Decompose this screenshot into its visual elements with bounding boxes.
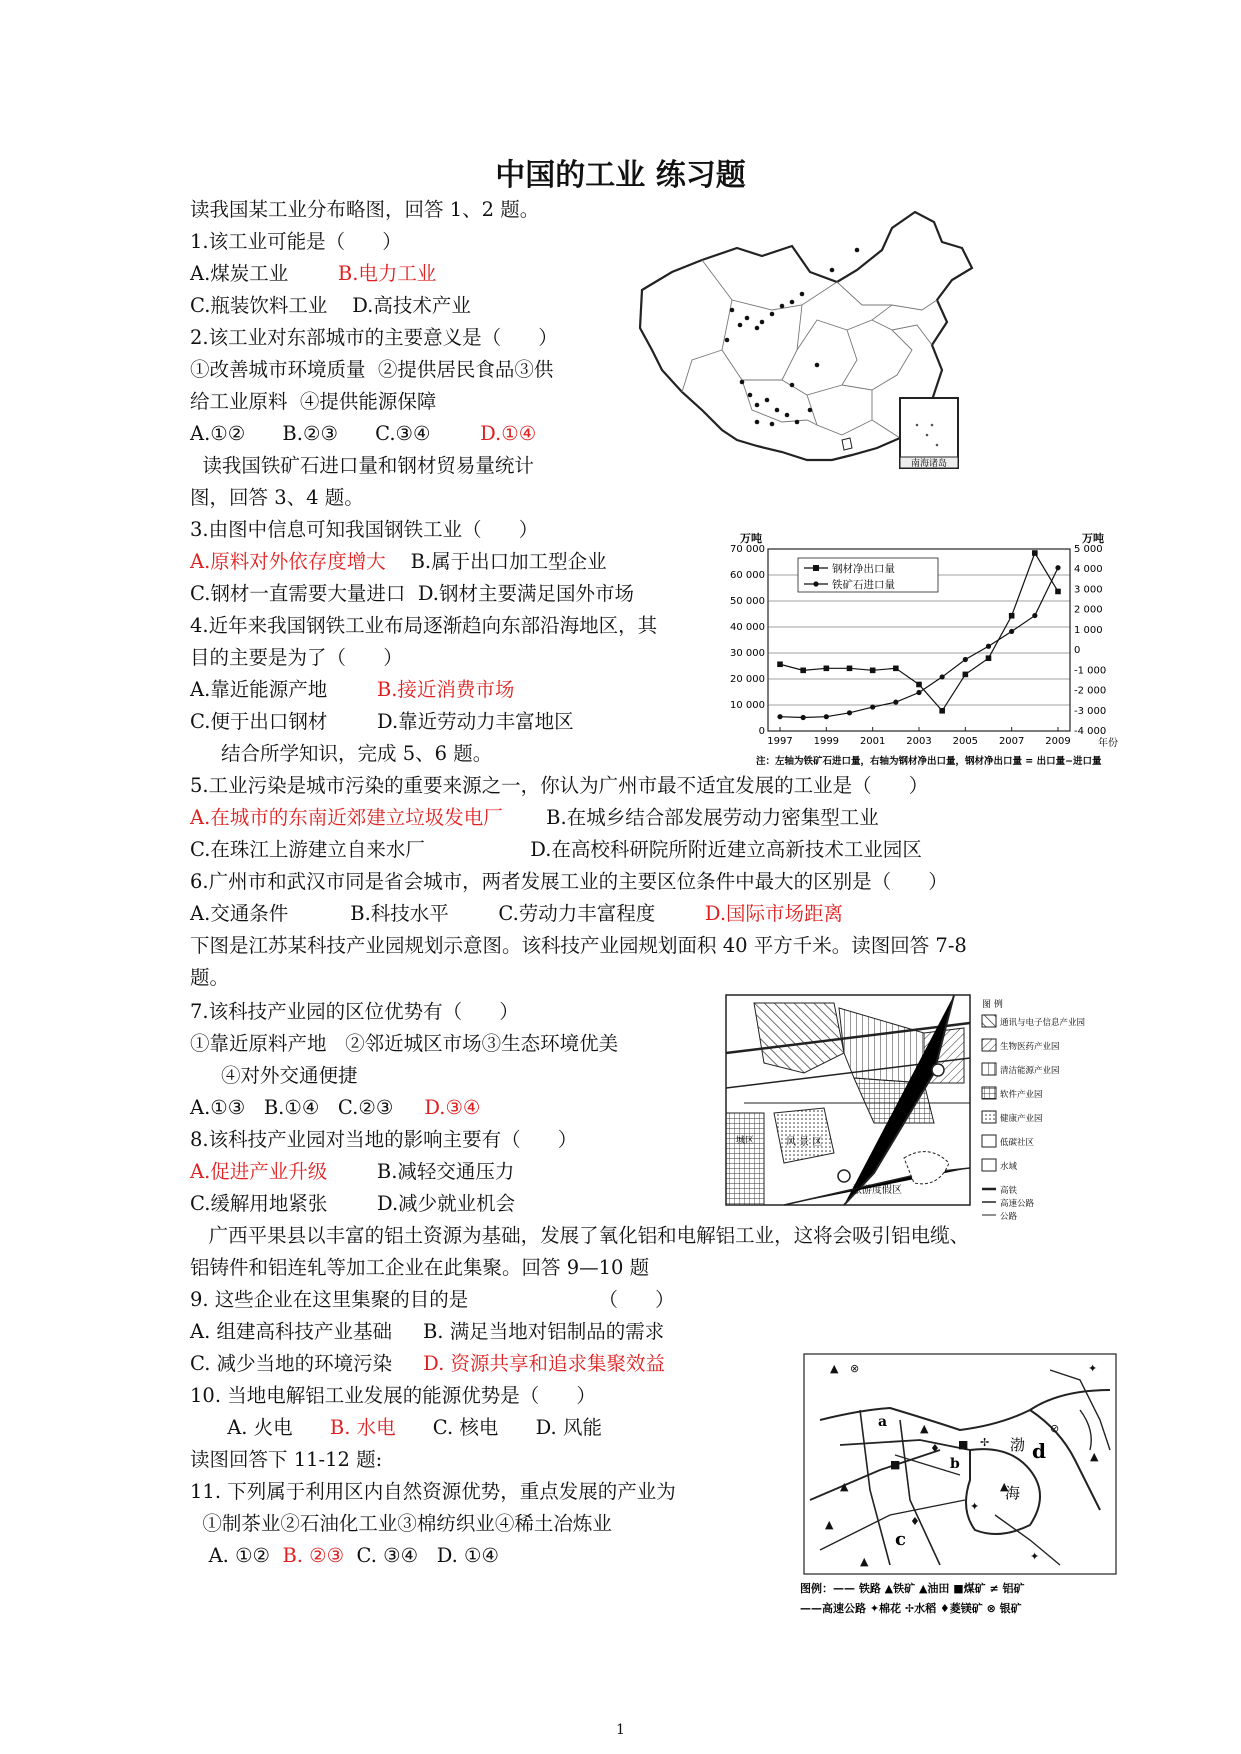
svg-text:▲: ▲ — [1090, 1450, 1099, 1463]
svg-text:⊗: ⊗ — [850, 1362, 860, 1375]
legend-item: 水域 — [1000, 1162, 1018, 1172]
line-text: 铝铸件和铝连轧等加工企业在此集聚。回答 9—10 题 — [190, 1256, 650, 1279]
text-line — [190, 838, 922, 862]
text-line — [190, 1448, 382, 1472]
line-text: 读我国某工业分布略图，回答 1、2 题。 — [190, 198, 540, 221]
steel-chart — [720, 528, 1130, 768]
line-text: ①制茶业②石油化工业③棉纺织业④稀土冶炼业 — [190, 1512, 612, 1535]
answer-text: D.国际市场距离 — [704, 902, 844, 925]
svg-text:■: ■ — [890, 1458, 901, 1471]
legend-swatch — [982, 1159, 996, 1171]
ore-point — [940, 674, 945, 679]
text-line — [190, 646, 403, 670]
text-line — [190, 518, 538, 542]
line-text: A. 火电 — [190, 1416, 330, 1439]
text-line — [190, 1480, 676, 1504]
legend-item: 通讯与电子信息产业园 — [1000, 1018, 1086, 1028]
ore-point — [963, 657, 968, 662]
legend-item: 高铁 — [1000, 1186, 1018, 1196]
text-line — [190, 1032, 618, 1056]
text-line — [190, 390, 436, 414]
legend-item: 清洁能源产业园 — [1000, 1066, 1060, 1076]
ore-point — [986, 644, 991, 649]
answer-text: D.③④ — [424, 1096, 481, 1119]
label-b: b — [950, 1456, 960, 1472]
right-tick-label: 4 000 — [1074, 564, 1103, 576]
map-legend — [982, 998, 1086, 1222]
left-tick-label: 40 000 — [730, 622, 765, 633]
legend-swatch — [982, 1063, 996, 1075]
line-text: C.瓶装饮料工业 D.高技术产业 — [190, 294, 471, 317]
text-line — [190, 1352, 665, 1376]
city-label: 城区 — [736, 1136, 755, 1146]
resort-label: 旅游度假区 — [852, 1185, 902, 1196]
svg-text:✢: ✢ — [980, 1436, 990, 1449]
text-line — [190, 902, 843, 926]
text-line — [190, 1384, 596, 1408]
steel-point — [916, 682, 922, 688]
legend-swatch — [982, 1087, 996, 1099]
x-tick-label: 2001 — [859, 736, 886, 747]
line-text: C.在珠江上游建立自来水厂 D.在高校科研院所附近建立高新技术工业园区 — [190, 838, 922, 861]
right-tick-label: 1 000 — [1074, 624, 1103, 636]
steel-point — [1032, 550, 1038, 556]
line-text: 7.该科技产业园的区位优势有（ ） — [190, 1000, 519, 1023]
text-line — [190, 1256, 649, 1280]
line-text: ①靠近原料产地 ②邻近城区市场③生态环境优美 — [190, 1032, 619, 1055]
steel-point — [800, 668, 806, 674]
steel-point — [847, 666, 853, 672]
right-tick-label: -1 000 — [1074, 665, 1107, 677]
steel-point — [986, 655, 992, 661]
text-line — [190, 262, 436, 286]
text-line — [190, 934, 967, 958]
line-text: 3.由图中信息可知我国钢铁工业（ ） — [190, 518, 539, 541]
right-tick-label: 3 000 — [1074, 584, 1103, 596]
text-line — [190, 422, 536, 446]
ore-point — [777, 714, 782, 719]
ore-point — [801, 715, 806, 720]
ore-point — [870, 704, 875, 709]
line-text: 8.该科技产业园对当地的影响主要有（ ） — [190, 1128, 578, 1151]
answer-text: A.原料对外依存度增大 — [190, 550, 386, 573]
text-line — [190, 966, 229, 990]
text-line — [190, 870, 948, 894]
svg-text:■: ■ — [958, 1438, 969, 1451]
line-text: 读我国铁矿石进口量和钢材贸易量统计 — [190, 454, 534, 477]
x-tick-label: 2005 — [952, 736, 979, 747]
legend-title: 图 例 — [982, 1000, 1003, 1010]
svg-text:✦: ✦ — [970, 1500, 980, 1513]
legend-item: 低碳社区 — [1000, 1138, 1035, 1148]
text-line — [190, 230, 402, 254]
right-tick-label: 5 000 — [1074, 544, 1103, 555]
page-title: 中国的工业 练习题 — [495, 158, 746, 193]
hai-label: 海 — [1005, 1484, 1021, 1502]
line-text: 下图是江苏某科技产业园规划示意图。该科技产业园规划面积 40 平方千米。读图回答 7-8 — [190, 934, 967, 957]
left-tick-label: 20 000 — [730, 674, 765, 685]
answer-text: B.接近消费市场 — [376, 678, 515, 701]
steel-point — [824, 666, 830, 672]
right-tick-label: -3 000 — [1074, 705, 1107, 717]
text-line — [190, 742, 492, 766]
line-text: ①改善城市环境质量 ②提供居民食品③供 — [190, 358, 554, 381]
chart-note: 注：左轴为铁矿石进口量，右轴为钢材净出口量，钢材净出口量 = 出口量−进口量 — [756, 756, 1102, 767]
label-d: d — [1032, 1439, 1046, 1463]
text-line — [190, 614, 657, 638]
line-text: C.缓解用地紧张 D.减少就业机会 — [190, 1192, 516, 1215]
answer-text: D.①④ — [480, 422, 537, 445]
ore-point — [1009, 629, 1014, 634]
x-tick-label: 1997 — [767, 736, 793, 747]
line-text: C.便于出口钢材 D.靠近劳动力丰富地区 — [190, 710, 574, 733]
text-line — [190, 1000, 519, 1024]
left-tick-label: 0 — [758, 726, 765, 737]
legend-swatch — [982, 1039, 996, 1051]
line-text: C. ③④ D. ①④ — [344, 1544, 500, 1567]
x-tick-label: 2003 — [906, 736, 932, 747]
ore-point — [847, 710, 852, 715]
bo-label: 渤 — [1010, 1436, 1026, 1454]
line-text: B.属于出口加工型企业 — [385, 550, 607, 573]
line-text: 9. 这些企业在这里集聚的目的是 （ ） — [190, 1288, 675, 1311]
svg-text:✦: ✦ — [1030, 1550, 1040, 1563]
text-line — [190, 1416, 602, 1440]
line-text: 目的主要是为了（ ） — [190, 646, 403, 669]
right-tick-label: 0 — [1074, 645, 1081, 657]
line-text: 5.工业污染是城市污染的重要来源之一，你认为广州市最不适宜发展的工业是（ ） — [190, 774, 929, 797]
legend-steel: 钢材净出口量 — [832, 563, 895, 575]
text-line — [190, 1192, 515, 1216]
x-tick-label: 2007 — [998, 736, 1025, 747]
line-text: 给工业原料 ④提供能源保障 — [190, 390, 437, 413]
line-text: A.煤炭工业 — [190, 262, 338, 285]
legend-ore: 铁矿石进口量 — [832, 579, 895, 591]
line-text: 6.广州市和武汉市同是省会城市，两者发展工业的主要区位条件中最大的区别是（ ） — [190, 870, 948, 893]
legend-swatch — [982, 1135, 996, 1147]
answer-text: B. 水电 — [329, 1416, 396, 1439]
answer-text: A.促进产业升级 — [190, 1160, 328, 1183]
ore-point — [824, 714, 829, 719]
text-line — [190, 1128, 577, 1152]
scenic-label: 风 景 区 — [786, 1137, 823, 1148]
line-text: 4.近年来我国钢铁工业布局逐渐趋向东部沿海地区，其 — [190, 614, 658, 637]
steel-point — [893, 666, 899, 672]
legend-swatch — [982, 1015, 996, 1027]
label-a: a — [878, 1414, 888, 1430]
steel-point — [1009, 613, 1015, 619]
label-c: c — [895, 1529, 906, 1550]
line-text: A.靠近能源产地 — [190, 678, 377, 701]
line-text: 读图回答下 11-12 题: — [190, 1448, 383, 1471]
legend-item: 高速公路 — [1000, 1199, 1035, 1209]
line-text: A. 组建高科技产业基础 B. 满足当地对铝制品的需求 — [190, 1320, 665, 1343]
text-line — [190, 1096, 480, 1120]
text-line — [190, 486, 364, 510]
line-text: A.①② B.②③ C.③④ — [190, 422, 481, 445]
line-text: B.在城乡结合部发展劳动力密集型工业 — [502, 806, 879, 829]
ore-point — [1032, 613, 1037, 618]
x-unit: 年份 — [1098, 738, 1118, 749]
left-tick-label: 60 000 — [730, 570, 765, 581]
text-line — [190, 710, 574, 734]
text-line — [190, 550, 607, 574]
answer-text: B. ②③ — [282, 1544, 345, 1567]
svg-text:▲: ▲ — [860, 1555, 869, 1568]
legend-row-1: 图例：—— 铁路 ▲铁矿 ▲油田 ■煤矿 ≠ 铝矿 — [800, 1582, 1025, 1595]
steel-point — [870, 668, 876, 674]
line-text: B.减轻交通压力 — [327, 1160, 515, 1183]
text-line — [190, 1064, 358, 1088]
china-industry-map — [632, 210, 1080, 525]
svg-text:▲: ▲ — [1000, 1480, 1009, 1493]
x-tick-label: 1999 — [813, 736, 840, 747]
svg-text:✦: ✦ — [1088, 1362, 1098, 1375]
line-text: C.钢材一直需要大量进口 D.钢材主要满足国外市场 — [190, 582, 634, 605]
left-unit: 万吨 — [740, 532, 762, 545]
line-text: C. 核电 D. 风能 — [395, 1416, 602, 1439]
ore-point — [1055, 565, 1060, 570]
text-line — [190, 678, 514, 702]
page-number: 1 — [616, 1722, 625, 1738]
steel-point — [777, 661, 783, 667]
legend-item: 健康产业园 — [1000, 1114, 1043, 1124]
line-text: ④对外交通便捷 — [190, 1064, 358, 1087]
line-text: 结合所学知识，完成 5、6 题。 — [190, 742, 493, 765]
right-tick-label: -2 000 — [1074, 685, 1107, 697]
line-text: 广西平果县以丰富的铝土资源为基础，发展了氧化铝和电解铝工业，这将会吸引铝电缆、 — [190, 1224, 970, 1247]
left-tick-label: 70 000 — [730, 544, 765, 555]
text-line — [190, 454, 534, 478]
left-tick-label: 50 000 — [730, 596, 765, 607]
tech-park-map — [724, 993, 1116, 1222]
text-line — [190, 806, 879, 830]
answer-text: A.在城市的东南近郊建立垃圾发电厂 — [190, 806, 503, 829]
line-text: A. ①② — [190, 1544, 283, 1567]
text-line — [190, 1320, 664, 1344]
ore-point — [916, 690, 921, 695]
left-tick-label: 10 000 — [730, 700, 765, 711]
line-text: 题。 — [190, 966, 230, 989]
legend-item: 软件产业园 — [1000, 1090, 1043, 1100]
legend-item: 公路 — [1000, 1212, 1018, 1222]
right-tick-label: 2 000 — [1074, 604, 1103, 616]
line-text: C. 减少当地的环境污染 — [190, 1352, 424, 1375]
ore-point — [893, 700, 898, 705]
line-text: 11. 下列属于利用区内自然资源优势，重点发展的产业为 — [190, 1480, 676, 1503]
bohai-region-map — [800, 1350, 1120, 1620]
svg-text:♦: ♦ — [910, 1515, 920, 1528]
text-line — [190, 1288, 675, 1312]
line-text: 图，回答 3、4 题。 — [190, 486, 364, 509]
svg-text:♦: ♦ — [930, 1442, 940, 1455]
inset-label: 南海诸岛 — [910, 459, 948, 469]
svg-text:▲: ▲ — [840, 1480, 849, 1493]
text-line — [190, 582, 634, 606]
line-text: A.交通条件 B.科技水平 C.劳动力丰富程度 — [190, 902, 705, 925]
right-unit: 万吨 — [1082, 532, 1104, 545]
svg-text:▲: ▲ — [825, 1518, 834, 1531]
svg-text:▲: ▲ — [920, 1422, 929, 1435]
steel-point — [963, 672, 969, 678]
text-line — [190, 774, 928, 798]
x-tick-label: 2009 — [1045, 736, 1071, 747]
steel-point — [1055, 589, 1061, 595]
text-line — [190, 1160, 514, 1184]
line-text: 10. 当地电解铝工业发展的能源优势是（ ） — [190, 1384, 596, 1407]
svg-text:⊘: ⊘ — [1050, 1422, 1060, 1435]
svg-text:▲: ▲ — [830, 1362, 839, 1375]
text-line — [190, 1544, 499, 1568]
legend-row-2: ——高速公路 ✦棉花 ✢水稻 ♦菱镁矿 ⊗ 银矿 — [800, 1602, 1022, 1615]
text-line — [190, 1512, 612, 1536]
legend-swatch — [982, 1111, 996, 1123]
text-line — [190, 198, 539, 222]
line-text: A.①③ B.①④ C.②③ — [190, 1096, 425, 1119]
answer-text: D. 资源共享和追求集聚效益 — [423, 1352, 665, 1375]
line-text: 1.该工业可能是（ ） — [190, 230, 402, 253]
left-tick-label: 30 000 — [730, 648, 765, 659]
text-line — [190, 1224, 969, 1248]
answer-text: B.电力工业 — [337, 262, 437, 285]
text-line — [190, 294, 471, 318]
legend-item: 生物医药产业园 — [1000, 1042, 1060, 1052]
text-line — [190, 326, 558, 350]
right-tick-label: -4 000 — [1074, 726, 1107, 737]
line-text: 2.该工业对东部城市的主要意义是（ ） — [190, 326, 558, 349]
text-line — [190, 358, 553, 382]
steel-point — [939, 708, 945, 714]
